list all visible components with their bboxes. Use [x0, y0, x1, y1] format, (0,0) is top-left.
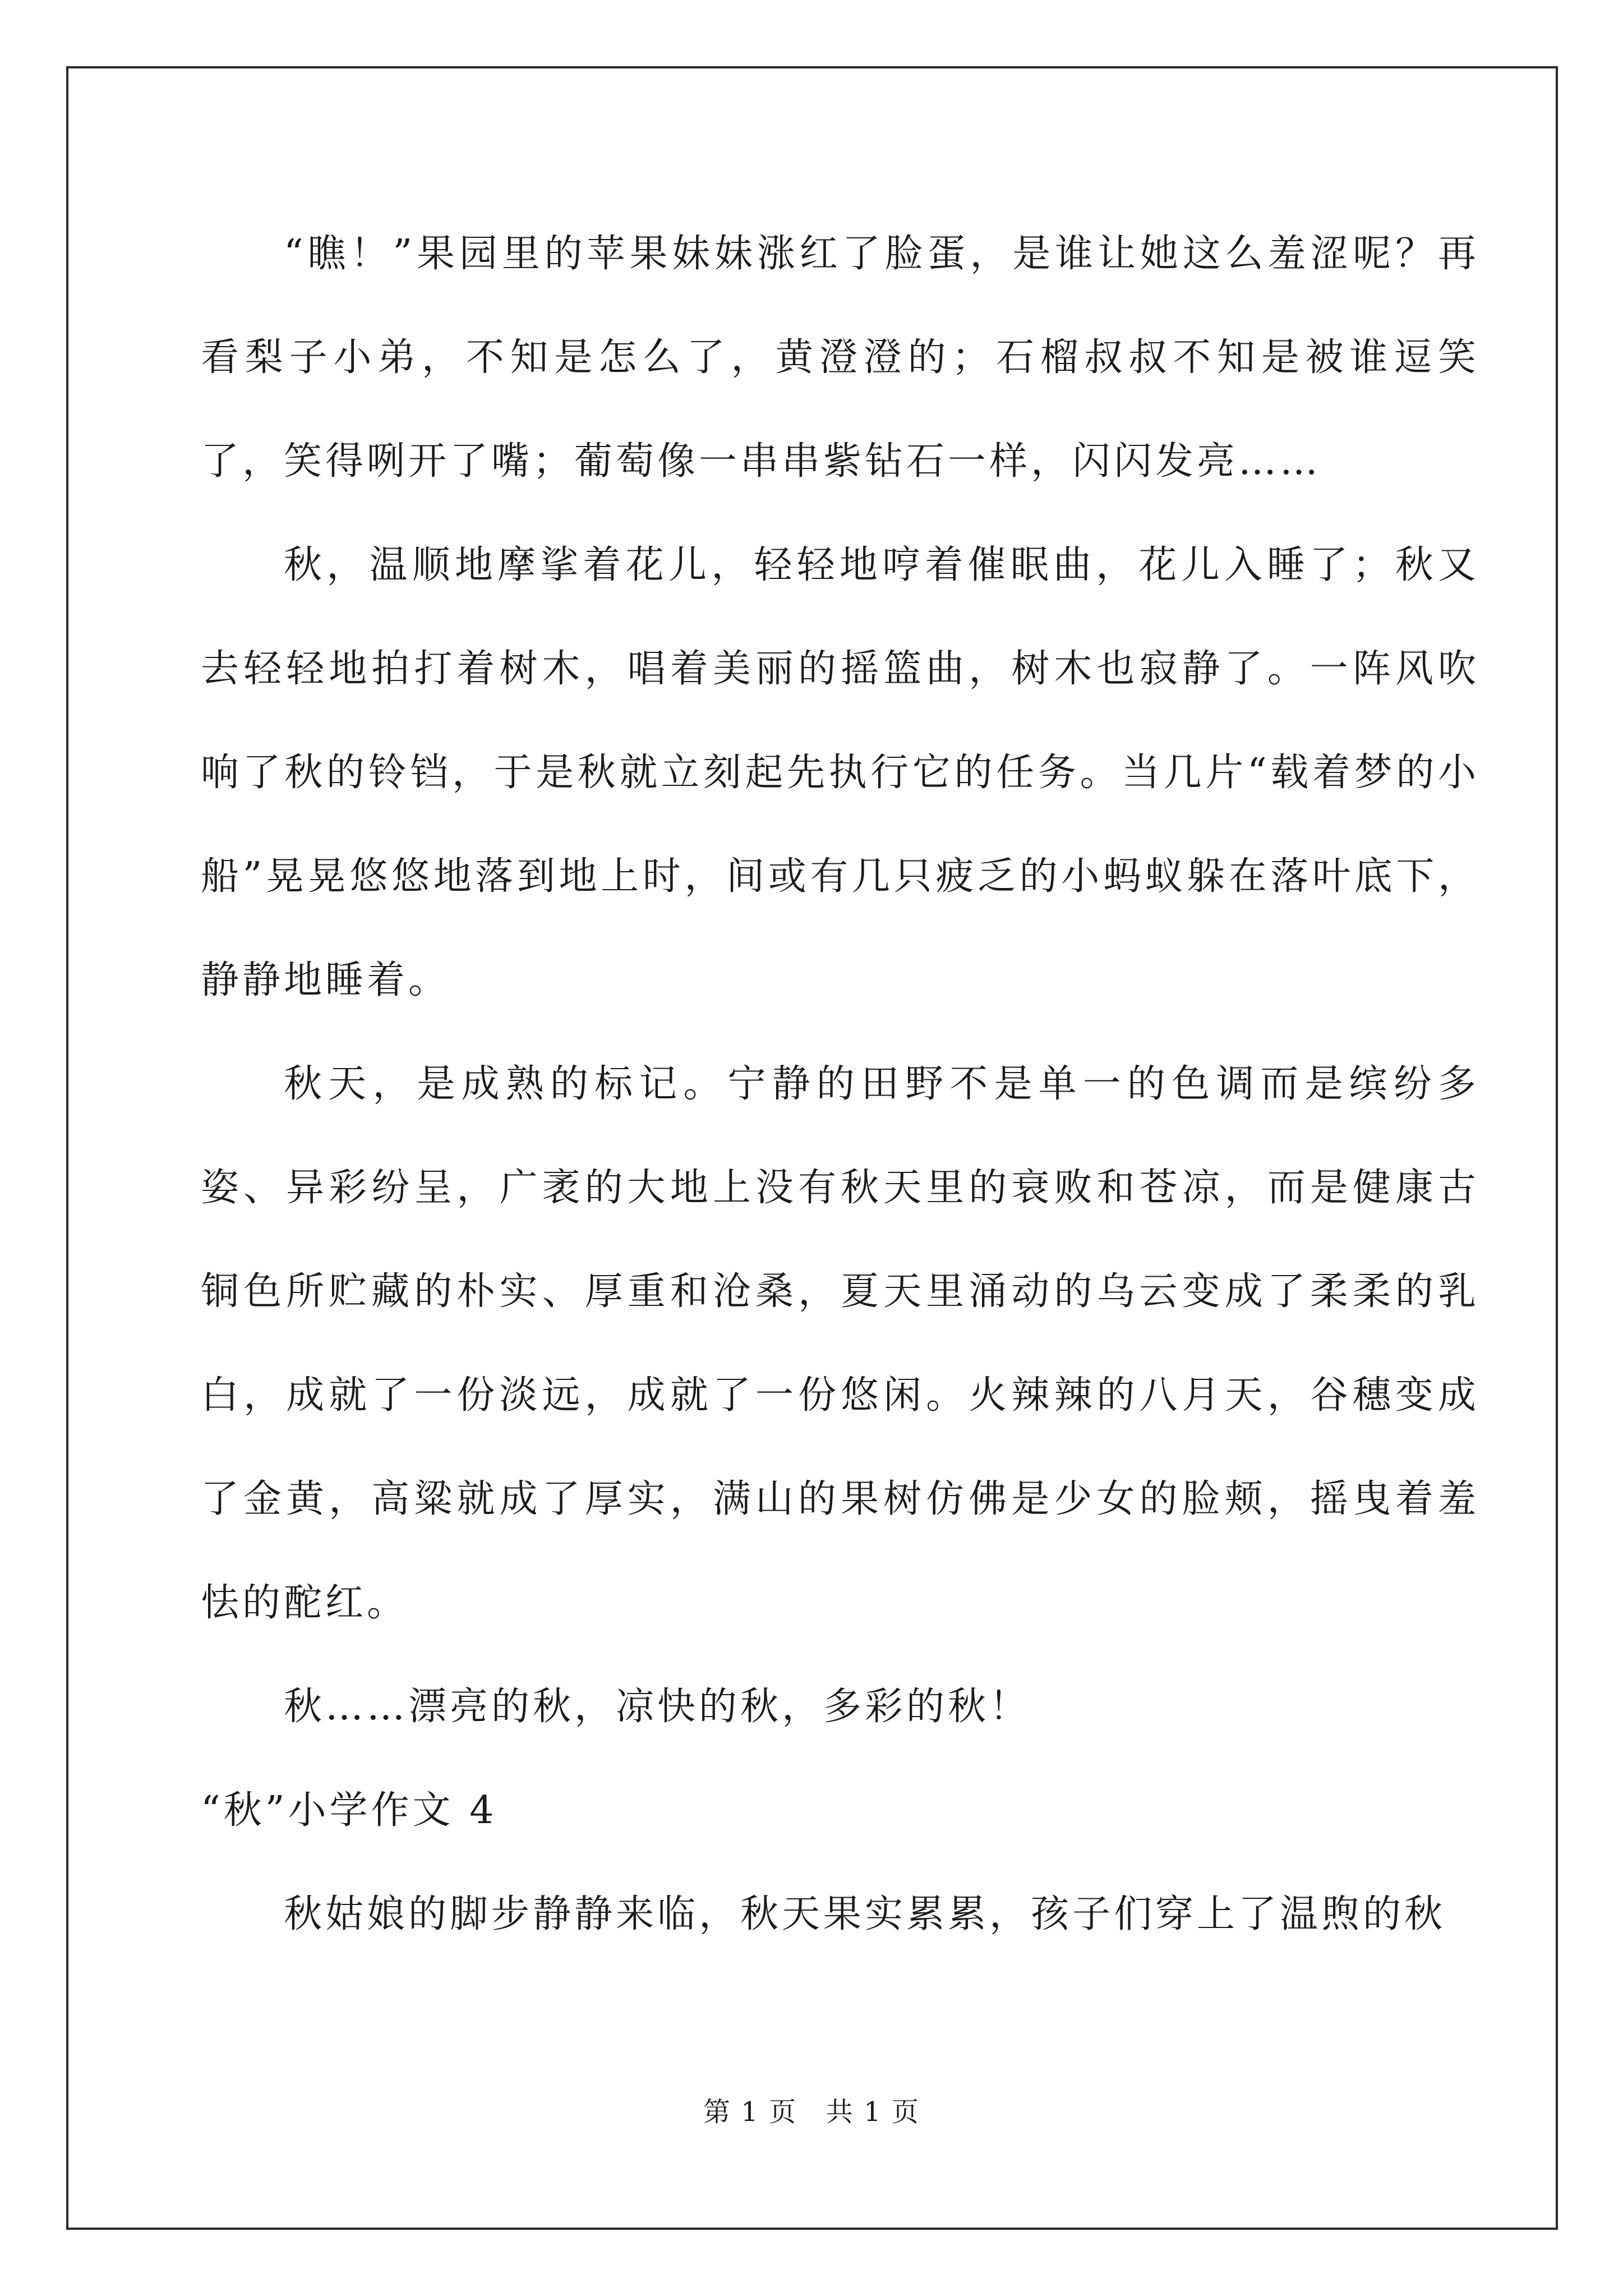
page-number: 第 1 页	[703, 2096, 797, 2128]
paragraph-2: 秋，温顺地摩挲着花儿，轻轻地哼着催眠曲，花儿入睡了；秋又去轻轻地拍打着树木，唱着美丽的摇篮曲，树木也寂静了。一阵风吹响了秋的铃铛，于是秋就立刻起先执行它的任务。当几片“载着梦的小船”晃晃悠悠地落到地上时，间或有几只疲乏的小蚂蚁躲在落叶底下，静静地睡着。	[201, 543, 1479, 1002]
document-body	[201, 202, 1479, 1966]
page-footer	[0, 2090, 1623, 2129]
paragraph-1: “瞧！”果园里的苹果妹妹涨红了脸蛋，是谁让她这么羞涩呢？再看梨子小弟，不知是怎么了，黄澄澄的；石榴叔叔不知是被谁逗笑了，笑得咧开了嘴；葡萄像一串串紫钻石一样，闪闪发亮……	[201, 232, 1479, 484]
page-total: 共 1 页	[826, 2096, 920, 2128]
paragraph-4: 秋……漂亮的秋，凉快的秋，多彩的秋！	[284, 1685, 1031, 1729]
paragraph-5: 秋姑娘的脚步静静来临，秋天果实累累，孩子们穿上了温煦的秋	[284, 1892, 1446, 1936]
section-heading: “秋”小学作文 4	[201, 1788, 497, 1833]
footer-gap	[797, 2096, 826, 2128]
paragraph-3: 秋天，是成熟的标记。宁静的田野不是单一的色调而是缤纷多姿、异彩纷呈，广袤的大地上没有秋天里的衰败和苍凉，而是健康古铜色所贮藏的朴实、厚重和沧桑，夏天里涌动的乌云变成了柔柔的乳白，成就了一份淡远，成就了一份悠闲。火辣辣的八月天，谷穗变成了金黄，高粱就成了厚实，满山的果树仿佛是少女的脸颊，摇曳着羞怯的酡红。	[201, 1062, 1479, 1625]
